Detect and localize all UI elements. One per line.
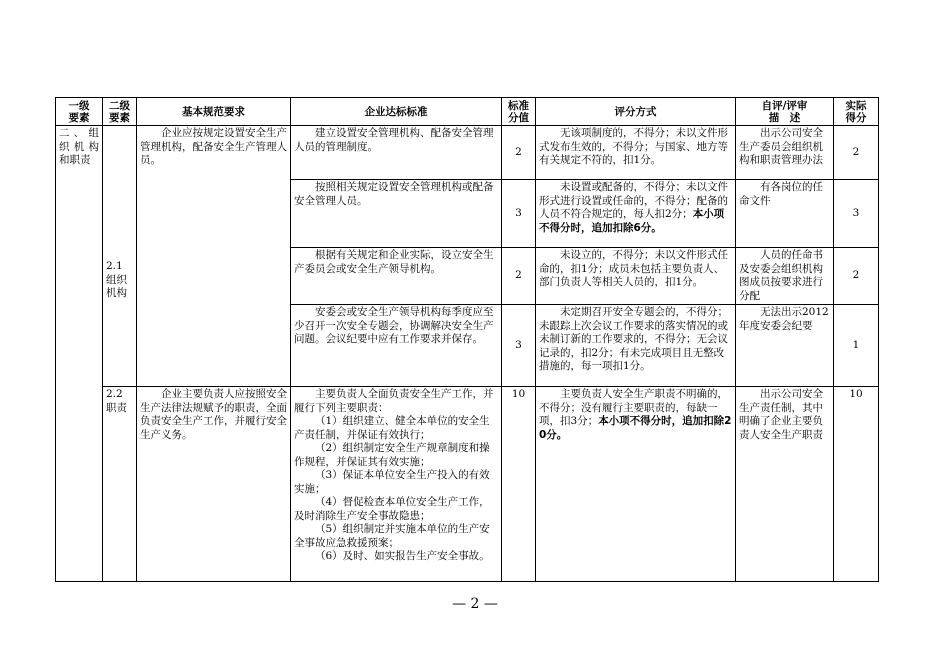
header-level2: 二级 要素: [103, 98, 137, 126]
standard-line: （5）组织制定并实施本单位的生产安全事故应急救援预案；: [294, 523, 490, 549]
level1-cell: [56, 126, 103, 582]
self-eval-cell: 出示公司安全生产责任制，其中明确了企业主要负责人安全生产职责: [736, 387, 834, 582]
page-number: — 2 —: [452, 596, 498, 612]
level2-cell: [103, 387, 137, 582]
actual-score-cell: 2: [834, 248, 879, 305]
self-eval-cell: 出示公司安全生产委员会组织机构和职责管理办法: [736, 126, 834, 180]
actual-score-cell: 1: [834, 305, 879, 387]
header-basic-requirement: 基本规范要求: [137, 98, 291, 126]
table-header-row: [56, 98, 879, 126]
method-cell: 未设置或配备的，不得分；未以文件形式进行设置或任命的，不得分；配备的人员不符合规定的，每人扣2分；本小项不得分时，追加扣除6分。: [536, 180, 736, 248]
header-level1: 一级 要素: [56, 98, 103, 126]
standard-line: 主要负责人全面负责安全生产工作，并履行下列主要职责：: [294, 388, 494, 414]
safety-standard-table: [55, 97, 879, 582]
table-row: [56, 126, 879, 180]
standard-cell: 根据有关规定和企业实际，设立安全生产委员会或安全生产领导机构。: [291, 248, 502, 305]
score-cell: 3: [502, 180, 536, 248]
method-cell: 无该项制度的，不得分；未以文件形式发布生效的，不得分；与国家、地方等有关规定不符的，扣1分。: [536, 126, 736, 180]
header-scoring-method: 评分方式: [536, 98, 736, 126]
actual-score-cell: 2: [834, 126, 879, 180]
self-eval-cell: 有各岗位的任命文件: [736, 180, 834, 248]
actual-score-cell: 10: [834, 387, 879, 582]
actual-score-cell: 3: [834, 180, 879, 248]
standard-cell: [291, 387, 502, 582]
score-cell: 10: [502, 387, 536, 582]
standard-cell: 建立设置安全管理机构、配备安全管理人员的管理制度。: [291, 126, 502, 180]
header-standard-score: 标准 分值: [502, 98, 536, 126]
standard-line: （3）保证本单位安全生产投入的有效实施；: [294, 469, 490, 495]
standard-line: （1）组织建立、健全本单位的安全生产责任制，并保证有效执行；: [294, 415, 490, 441]
score-cell: 2: [502, 248, 536, 305]
method-bold-text: 本小项不得分时，追加扣除6分。: [539, 208, 725, 234]
table-row: [56, 387, 879, 582]
method-cell: 未定期召开安全专题会的，不得分；未跟踪上次会议工作要求的落实情况的或未制订新的工作要求的，不得分；无会议记录的，扣2分；有未完成项目且无整改措施的，每一项扣1分。: [536, 305, 736, 387]
level2-label: 2.1组织机构: [106, 260, 127, 300]
self-eval-cell: 人员的任命书及安委会组织机构图成员按要求进行分配: [736, 248, 834, 305]
score-cell: 2: [502, 126, 536, 180]
basic-requirement-cell: 企业主要负责人应按照安全生产法律法规赋予的职责，全面负责安全生产工作，并履行安全生产义务。: [137, 387, 291, 582]
level1-label: 二、组织机构和职责: [59, 127, 99, 166]
level2-cell: [103, 126, 137, 387]
header-enterprise-standard: 企业达标标准: [291, 98, 502, 126]
standard-cell: 按照相关规定设置安全管理机构或配备安全管理人员。: [291, 180, 502, 248]
basic-requirement-cell: 企业应按规定设置安全生产管理机构，配备安全生产管理人员。: [137, 126, 291, 387]
method-cell: 主要负责人安全生产职责不明确的，不得分；没有履行主要职责的，每缺一项，扣3分；本小项不得分时，追加扣除20分。: [536, 387, 736, 582]
standard-line: （4）督促检查本单位安全生产工作，及时消除生产安全事故隐患；: [294, 496, 490, 522]
standard-cell: 安委会或安全生产领导机构每季度应至少召开一次安全专题会，协调解决安全生产问题。会议纪要中应有工作要求并保存。: [291, 305, 502, 387]
score-cell: 3: [502, 305, 536, 387]
self-eval-cell: 无法出示2012年度安委会纪要: [736, 305, 834, 387]
method-cell: 未设立的，不得分；未以文件形式任命的，扣1分；成员未包括主要负责人、部门负责人等相关人员的，扣1分。: [536, 248, 736, 305]
header-self-evaluation: 自评/评审 描 述: [736, 98, 834, 126]
level2-label: 2.2职责: [106, 388, 127, 414]
standard-line: （6）及时、如实报告生产安全事故。: [315, 550, 490, 562]
standard-line: （2）组织制定安全生产规章制度和操作规程，并保证其有效实施；: [294, 442, 490, 468]
header-actual-score: 实际 得分: [834, 98, 879, 126]
method-bold-text: 本小项不得分时，追加扣除20分。: [539, 415, 732, 441]
